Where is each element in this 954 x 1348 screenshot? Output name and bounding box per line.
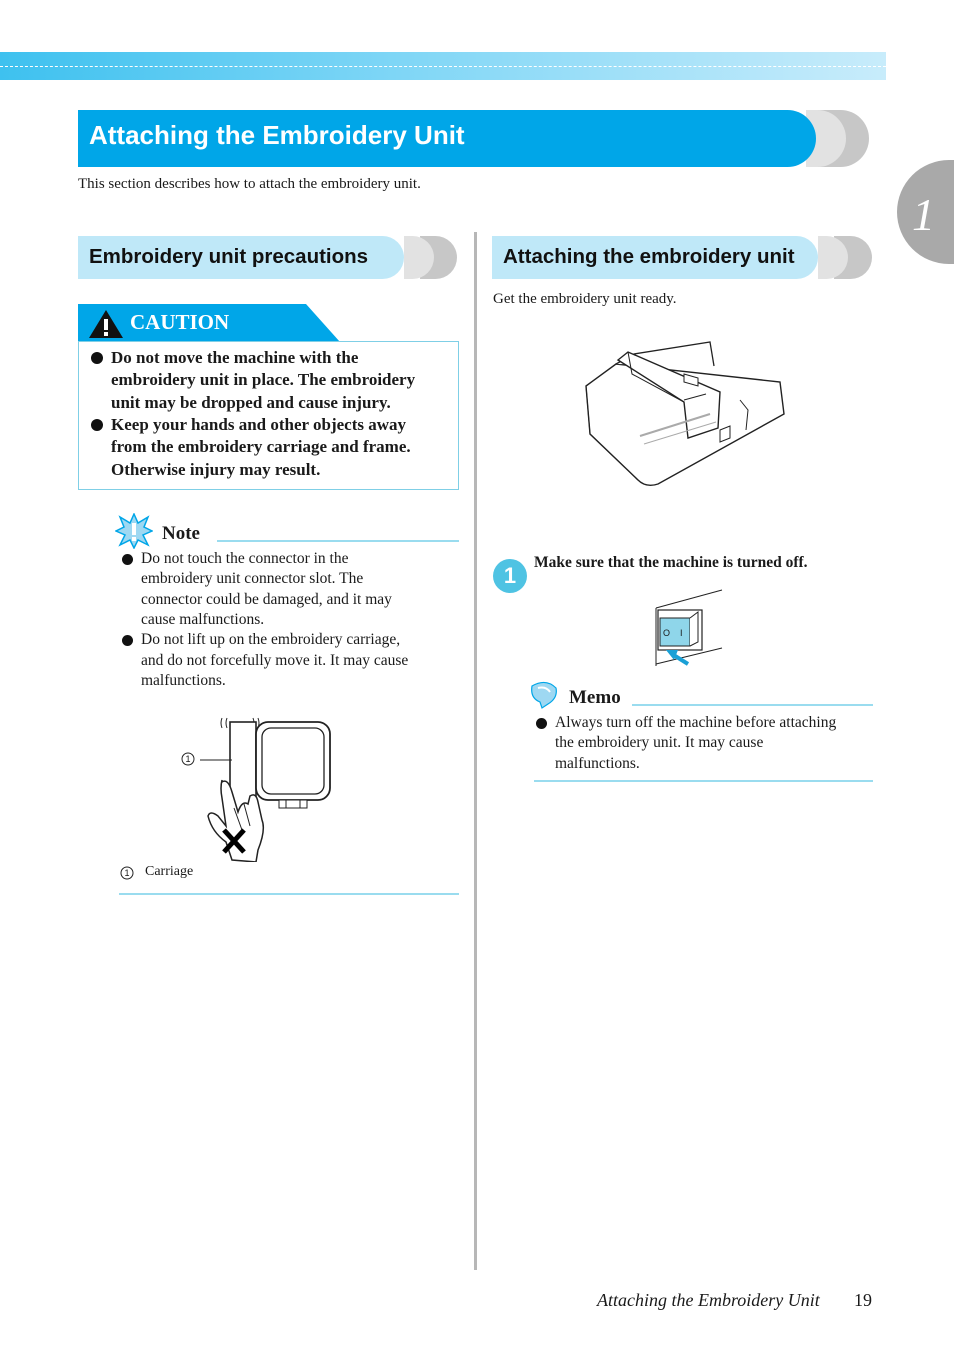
note-text-line: Do not touch the connector in the — [141, 550, 349, 567]
memo-rule — [632, 704, 873, 706]
step-number: 1 — [493, 559, 527, 593]
column-divider — [474, 232, 477, 1270]
note-text-line: Do not lift up on the embroidery carriage, — [141, 631, 401, 648]
caution-text-line: Otherwise injury may result. — [111, 460, 321, 479]
caution-text-line: embroidery unit in place. The embroidery — [111, 370, 416, 389]
caution-text-line: Keep your hands and other objects away — [111, 415, 407, 434]
bullet — [91, 352, 103, 364]
memo-text-line: Always turn off the machine before attaching — [555, 714, 837, 731]
note-title: Note — [162, 523, 200, 544]
step-instruction: Make sure that the machine is turned off. — [534, 554, 808, 571]
note-text-line: malfunctions. — [141, 672, 226, 689]
caution-text-line: from the embroidery carriage and frame. — [111, 437, 411, 456]
embroidery-unit-illustration — [580, 334, 790, 494]
memo-end-rule — [534, 780, 873, 782]
legend-marker: 1 — [124, 868, 130, 878]
intro-text: This section describes how to attach the embroidery unit. — [78, 176, 421, 192]
right-intro: Get the embroidery unit ready. — [493, 291, 677, 307]
section-title-precautions: Embroidery unit precautions — [89, 245, 369, 268]
page-title: Attaching the Embroidery Unit — [89, 120, 465, 150]
bullet — [122, 635, 133, 646]
chapter-number: 1 — [912, 189, 935, 240]
bullet — [536, 718, 547, 729]
note-text-line: cause malfunctions. — [141, 611, 265, 628]
caution-text-line: unit may be dropped and cause injury. — [111, 393, 391, 412]
memo-icon — [528, 678, 560, 710]
memo-text-line: malfunctions. — [555, 755, 640, 772]
note-burst-icon — [115, 513, 153, 549]
carriage-illustration — [196, 710, 346, 862]
caution-text-line: Do not move the machine with the — [111, 348, 359, 367]
legend-label: Carriage — [145, 864, 194, 879]
switch-off-label: O — [663, 628, 671, 638]
page-number: 19 — [854, 1290, 872, 1310]
memo-title: Memo — [569, 687, 621, 708]
note-text-line: and do not forcefully move it. It may cause — [141, 652, 409, 669]
note-rule — [217, 540, 459, 542]
top-banner — [0, 52, 886, 80]
memo-text-line: the embroidery unit. It may cause — [555, 734, 764, 751]
switch-on-label: I — [680, 628, 683, 638]
note-text-line: connector could be damaged, and it may — [141, 591, 392, 608]
bullet — [122, 554, 133, 565]
note-text-line: embroidery unit connector slot. The — [141, 570, 364, 587]
note-end-rule — [119, 893, 459, 895]
caution-label: CAUTION — [130, 310, 230, 334]
callout-marker: 1 — [185, 754, 191, 764]
bullet — [91, 419, 103, 431]
section-title-attaching: Attaching the embroidery unit — [503, 245, 795, 268]
warning-icon — [87, 308, 125, 340]
footer-title: Attaching the Embroidery Unit — [597, 1290, 820, 1310]
